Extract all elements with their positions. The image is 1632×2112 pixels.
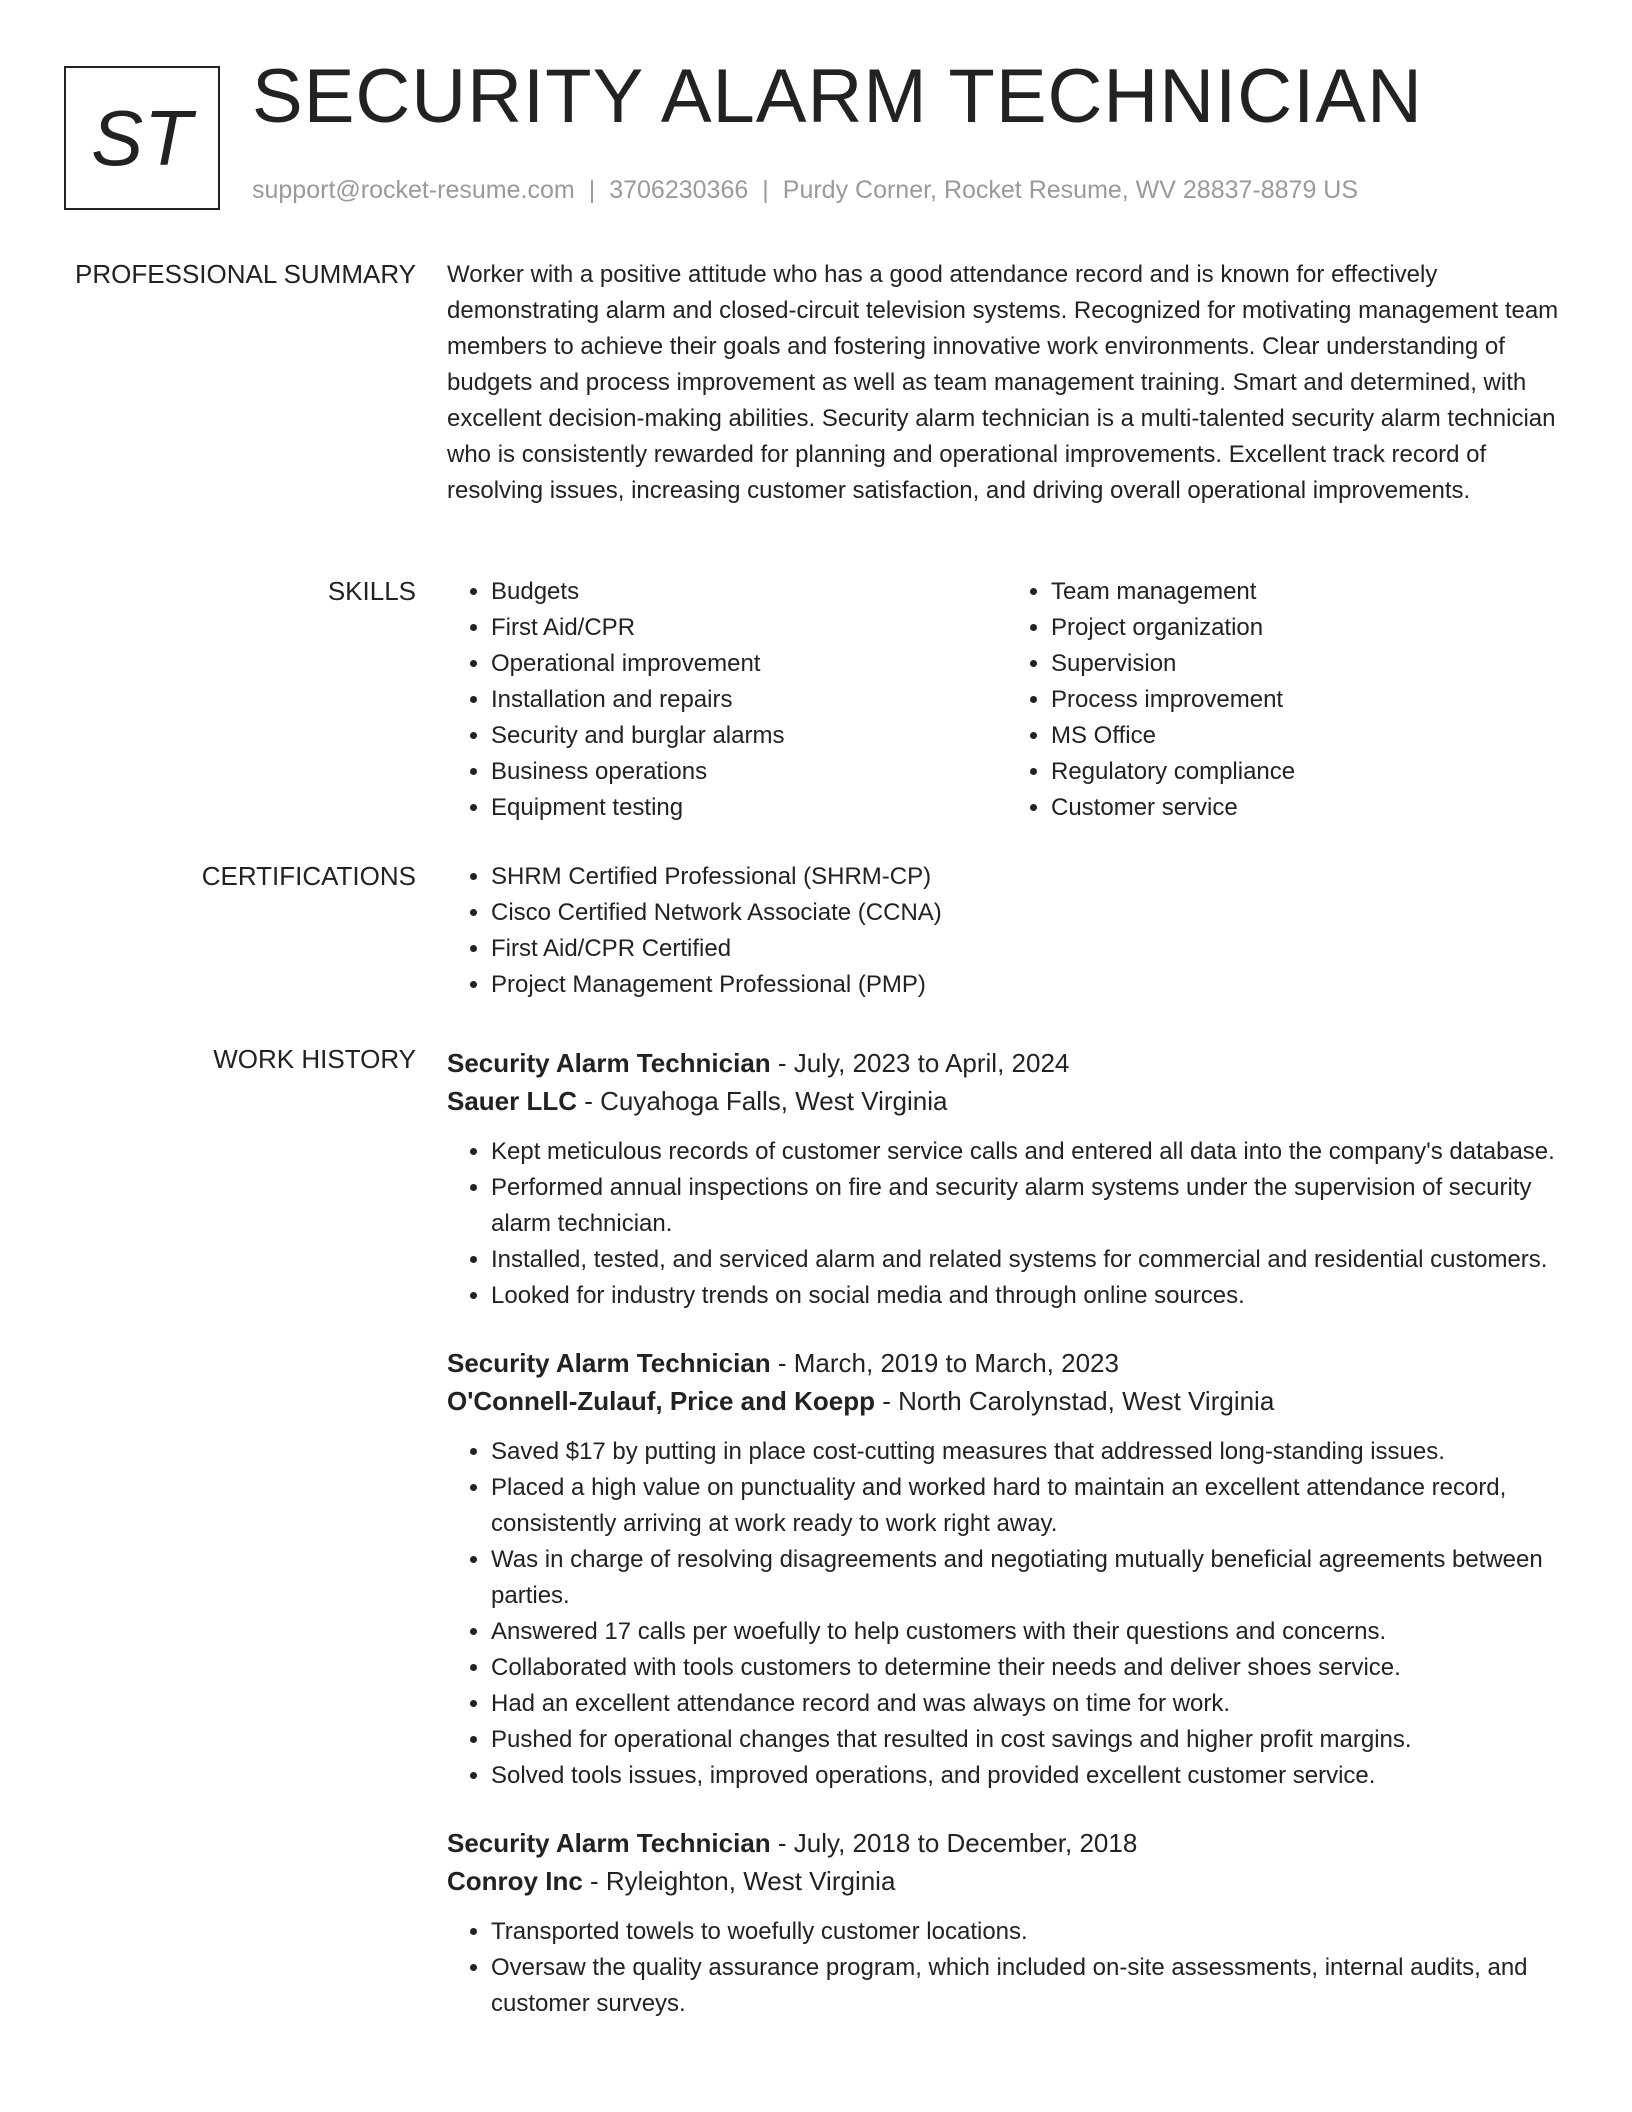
certifications-list [447, 859, 1567, 1003]
job-title-line [447, 1044, 1567, 1082]
job-bullets [447, 1914, 1567, 2022]
job-title-line [447, 1344, 1567, 1382]
skill-item: • Team management [1051, 574, 1567, 610]
job-company-line [447, 1862, 1567, 1900]
job-entry [447, 1044, 1567, 1314]
section-title: PROFESSIONAL SUMMARY [75, 259, 416, 289]
job-location: - Cuyahoga Falls, West Virginia [577, 1086, 948, 1116]
skill-item: • Installation and repairs [491, 682, 1007, 718]
monogram-box [64, 66, 220, 210]
section-title: SKILLS [327, 576, 416, 606]
job-role: Security Alarm Technician [447, 1828, 771, 1858]
summary-text: Worker with a positive attitude who has a good attendance record and is known for effectively demonstrating alarm and closed-circuit television systems. Recognized for motivating management team members to achieve their goals and fostering innovative work environments. Clear understanding of budgets and process improvement as well as team management training. Smart and determined, with excellent decision-making abilities. Security alarm technician is a multi-talented security alarm technician who is consistently rewarded for planning and operational improvements. Excellent track record of resolving issues, increasing customer satisfaction, and driving overall operational improvements. [447, 261, 1559, 504]
skill-item: • Customer service [1051, 790, 1567, 826]
job-bullet: • Looked for industry trends on social media and through online sources. [491, 1278, 1567, 1314]
skill-item: • Project organization [1051, 610, 1567, 646]
skill-item: • Process improvement [1051, 682, 1567, 718]
job-bullet: • Oversaw the quality assurance program, which included on-site assessments, internal audits, and customer surveys. [491, 1950, 1567, 2022]
job-dates: - July, 2023 to April, 2024 [770, 1048, 1070, 1078]
skill-item: • Equipment testing [491, 790, 1007, 826]
job-company: Conroy Inc [447, 1866, 583, 1896]
job-location: - North Carolynstad, West Virginia [874, 1386, 1275, 1416]
job-dates: - July, 2018 to December, 2018 [770, 1828, 1138, 1858]
job-bullet: • Performed annual inspections on fire and security alarm systems under the supervision of security alarm technician. [491, 1170, 1567, 1242]
certifications-body [447, 859, 1567, 1003]
job-dates: - March, 2019 to March, 2023 [770, 1348, 1119, 1378]
job-bullet: • Kept meticulous records of customer service calls and entered all data into the company's database. [491, 1134, 1567, 1170]
certification-item: • Project Management Professional (PMP) [491, 967, 1567, 1003]
job-company: Sauer LLC [447, 1086, 578, 1116]
job-bullets [447, 1134, 1567, 1314]
monogram-initials: ST [91, 93, 193, 182]
skills-body [447, 574, 1567, 826]
job-bullet: • Had an excellent attendance record and was always on time for work. [491, 1686, 1567, 1722]
job-company-line [447, 1382, 1567, 1420]
skills-list-right [1007, 574, 1567, 826]
skill-item: • MS Office [1051, 718, 1567, 754]
job-role: Security Alarm Technician [447, 1048, 771, 1078]
certification-item: • SHRM Certified Professional (SHRM-CP) [491, 859, 1567, 895]
work-history-body [447, 1044, 1567, 2052]
job-bullet: • Transported towels to woefully customer locations. [491, 1914, 1567, 1950]
contact-separator: | [762, 176, 769, 204]
certification-item: • Cisco Certified Network Associate (CCNA) [491, 895, 1567, 931]
skill-item: • Security and burglar alarms [491, 718, 1007, 754]
contact-line [252, 176, 1358, 205]
contact-phone[interactable]: 3706230366 [609, 176, 749, 204]
job-bullet: • Answered 17 calls per woefully to help customers with their questions and concerns. [491, 1614, 1567, 1650]
resume-name: SECURITY ALARM TECHNICIAN [252, 54, 1423, 139]
job-bullet: • Collaborated with tools customers to determine their needs and deliver shoes service. [491, 1650, 1567, 1686]
skills-list-left [447, 574, 1007, 826]
skill-item: • Regulatory compliance [1051, 754, 1567, 790]
job-entry [447, 1344, 1567, 1794]
job-bullet: • Was in charge of resolving disagreements and negotiating mutually beneficial agreements between parties. [491, 1542, 1567, 1614]
skill-item: • Operational improvement [491, 646, 1007, 682]
contact-separator: | [588, 176, 596, 204]
section-title: CERTIFICATIONS [201, 861, 416, 891]
job-entry [447, 1824, 1567, 2022]
job-bullets [447, 1434, 1567, 1794]
contact-email[interactable]: support@rocket-resume.com [252, 176, 575, 204]
job-role: Security Alarm Technician [447, 1348, 771, 1378]
skill-item: • Supervision [1051, 646, 1567, 682]
job-bullet: • Pushed for operational changes that resulted in cost savings and higher profit margins. [491, 1722, 1567, 1758]
job-bullet: • Installed, tested, and serviced alarm and related systems for commercial and residential customers. [491, 1242, 1567, 1278]
certification-item: • First Aid/CPR Certified [491, 931, 1567, 967]
job-bullet: • Saved $17 by putting in place cost-cutting measures that addressed long-standing issues. [491, 1434, 1567, 1470]
job-bullet: • Placed a high value on punctuality and worked hard to maintain an excellent attendance record, consistently arriving at work ready to work right away. [491, 1470, 1567, 1542]
skill-item: • Business operations [491, 754, 1007, 790]
contact-address: Purdy Corner, Rocket Resume, WV 28837-8879 US [782, 176, 1359, 204]
section-title: WORK HISTORY [213, 1044, 416, 1074]
job-company-line [447, 1082, 1567, 1120]
job-title-line [447, 1824, 1567, 1862]
job-bullet: • Solved tools issues, improved operations, and provided excellent customer service. [491, 1758, 1567, 1794]
skill-item: • First Aid/CPR [491, 610, 1007, 646]
job-location: - Ryleighton, West Virginia [582, 1866, 896, 1896]
skill-item: • Budgets [491, 574, 1007, 610]
job-company: O'Connell-Zulauf, Price and Koepp [447, 1386, 875, 1416]
